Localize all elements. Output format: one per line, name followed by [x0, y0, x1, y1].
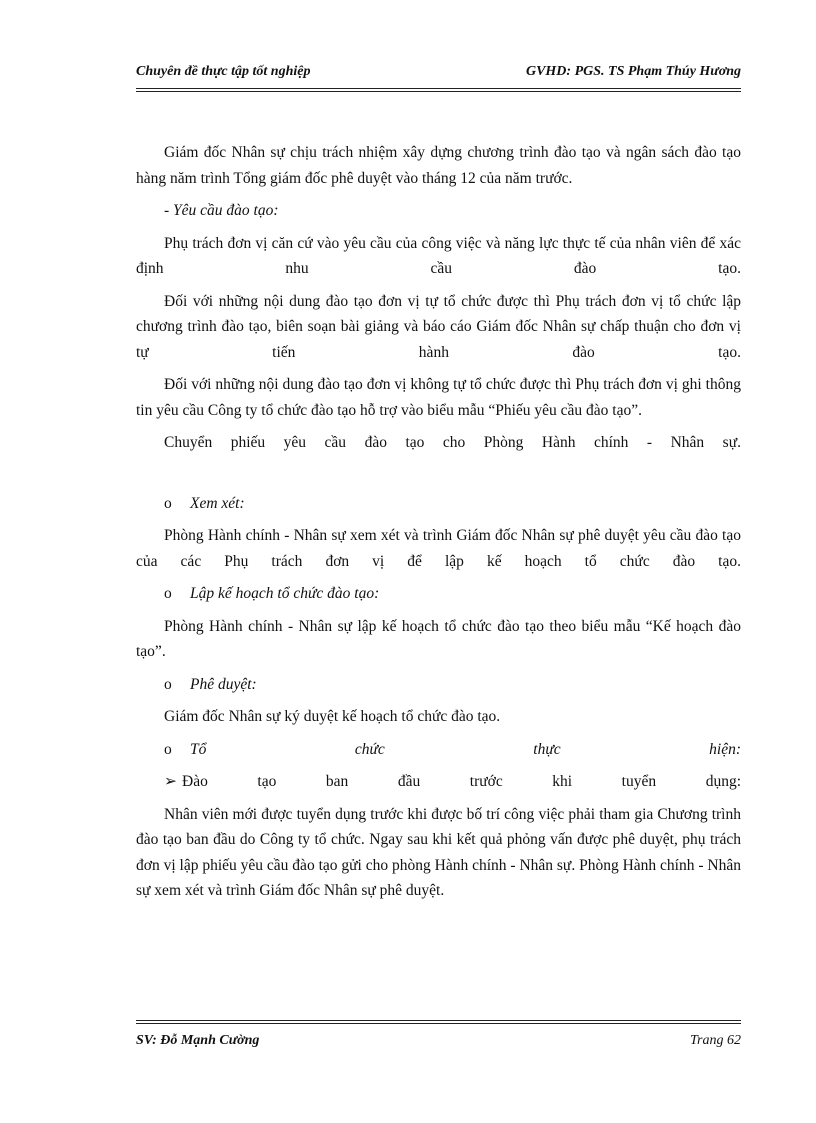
paragraph: Giám đốc Nhân sự ký duyệt kế hoạch tổ chức đào tạo. — [164, 708, 501, 725]
bullet-item — [136, 737, 741, 763]
arrow-item — [136, 769, 741, 795]
paragraph: Phụ trách đơn vị căn cứ vào yêu cầu của công việc và năng lực thực tế của nhân viên để xác định nhu cầu đào tạo. — [136, 234, 741, 277]
page-footer — [136, 1033, 741, 1049]
bullet-item — [136, 491, 741, 517]
paragraph: Chuyển phiếu yêu cầu đào tạo cho Phòng Hành chính - Nhân sự. — [164, 434, 741, 451]
bullet-item — [136, 672, 741, 698]
paragraph: Đối với những nội dung đào tạo đơn vị không tự tổ chức được thì Phụ trách đơn vị ghi thông tin yêu cầu Công ty tổ chức đào tạo hỗ trợ vào biểu mẫu “Phiếu yêu cầu đào tạo”. — [136, 376, 741, 419]
paragraph: Phòng Hành chính - Nhân sự lập kế hoạch tổ chức đào tạo theo biểu mẫu “Kế hoạch đào tạo”. — [136, 617, 741, 660]
bullet-label: Lập kế hoạch tổ chức đào tạo: — [190, 585, 380, 602]
paragraph: Giám đốc Nhân sự chịu trách nhiệm xây dựng chương trình đào tạo và ngân sách đào tạo hàng năm trình Tổng giám đốc phê duyệt vào tháng 12 của năm trước. — [136, 144, 741, 187]
bullet-label: Phê duyệt: — [190, 675, 257, 693]
bullet-icon: o — [164, 740, 172, 758]
header-rule-thin — [136, 91, 741, 92]
header-rule-thick — [136, 88, 741, 89]
bullet-icon: o — [164, 675, 172, 693]
footer-rule-thin — [136, 1020, 741, 1021]
page-number: Trang 62 — [690, 1033, 741, 1048]
arrow-label: Đào tạo ban đầu trước khi tuyển dụng: — [182, 773, 741, 790]
bullet-label: Xem xét: — [190, 494, 245, 512]
paragraph: Phòng Hành chính - Nhân sự xem xét và trình Giám đốc Nhân sự phê duyệt yêu cầu đào tạo của các Phụ trách đơn vị để lập kế hoạch tổ chức đào tạo. — [136, 527, 741, 570]
page-header — [136, 64, 741, 80]
paragraph: Nhân viên mới được tuyển dụng trước khi được bố trí công việc phải tham gia Chương trình đào tạo ban đầu do Công ty tổ chức. Ngay sau khi kết quả phỏng vấn được phê duyệt, phụ trách đơn vị lập phiếu yêu cầu đào tạo gửi cho phòng Hành chính - Nhân sự. Phòng Hành chính - Nhân sự xem xét và trình Giám đốc Nhân sự phê duyệt. — [136, 805, 741, 899]
bullet-icon: o — [164, 494, 172, 512]
bullet-icon: o — [164, 585, 172, 602]
section-heading: - Yêu cầu đào tạo: — [164, 202, 279, 219]
header-supervisor: GVHD: PGS. TS Phạm Thúy Hương — [525, 64, 741, 79]
header-title: Chuyên đề thực tập tốt nghiệp — [136, 64, 311, 79]
paragraph: Đối với những nội dung đào tạo đơn vị tự tổ chức được thì Phụ trách đơn vị tổ chức lập chương trình đào tạo, biên soạn bài giảng và báo cáo Giám đốc Nhân sự chấp thuận cho đơn vị tự tiến hành đào tạo. — [136, 292, 741, 361]
bullet-item — [136, 581, 741, 607]
footer-student: SV: Đỗ Mạnh Cường — [136, 1033, 260, 1048]
footer-rule-thick — [136, 1023, 741, 1024]
document-body — [136, 140, 741, 911]
arrow-bullet-icon: ➢ — [164, 773, 177, 790]
bullet-label: Tổ chức thực hiện: — [190, 740, 741, 758]
